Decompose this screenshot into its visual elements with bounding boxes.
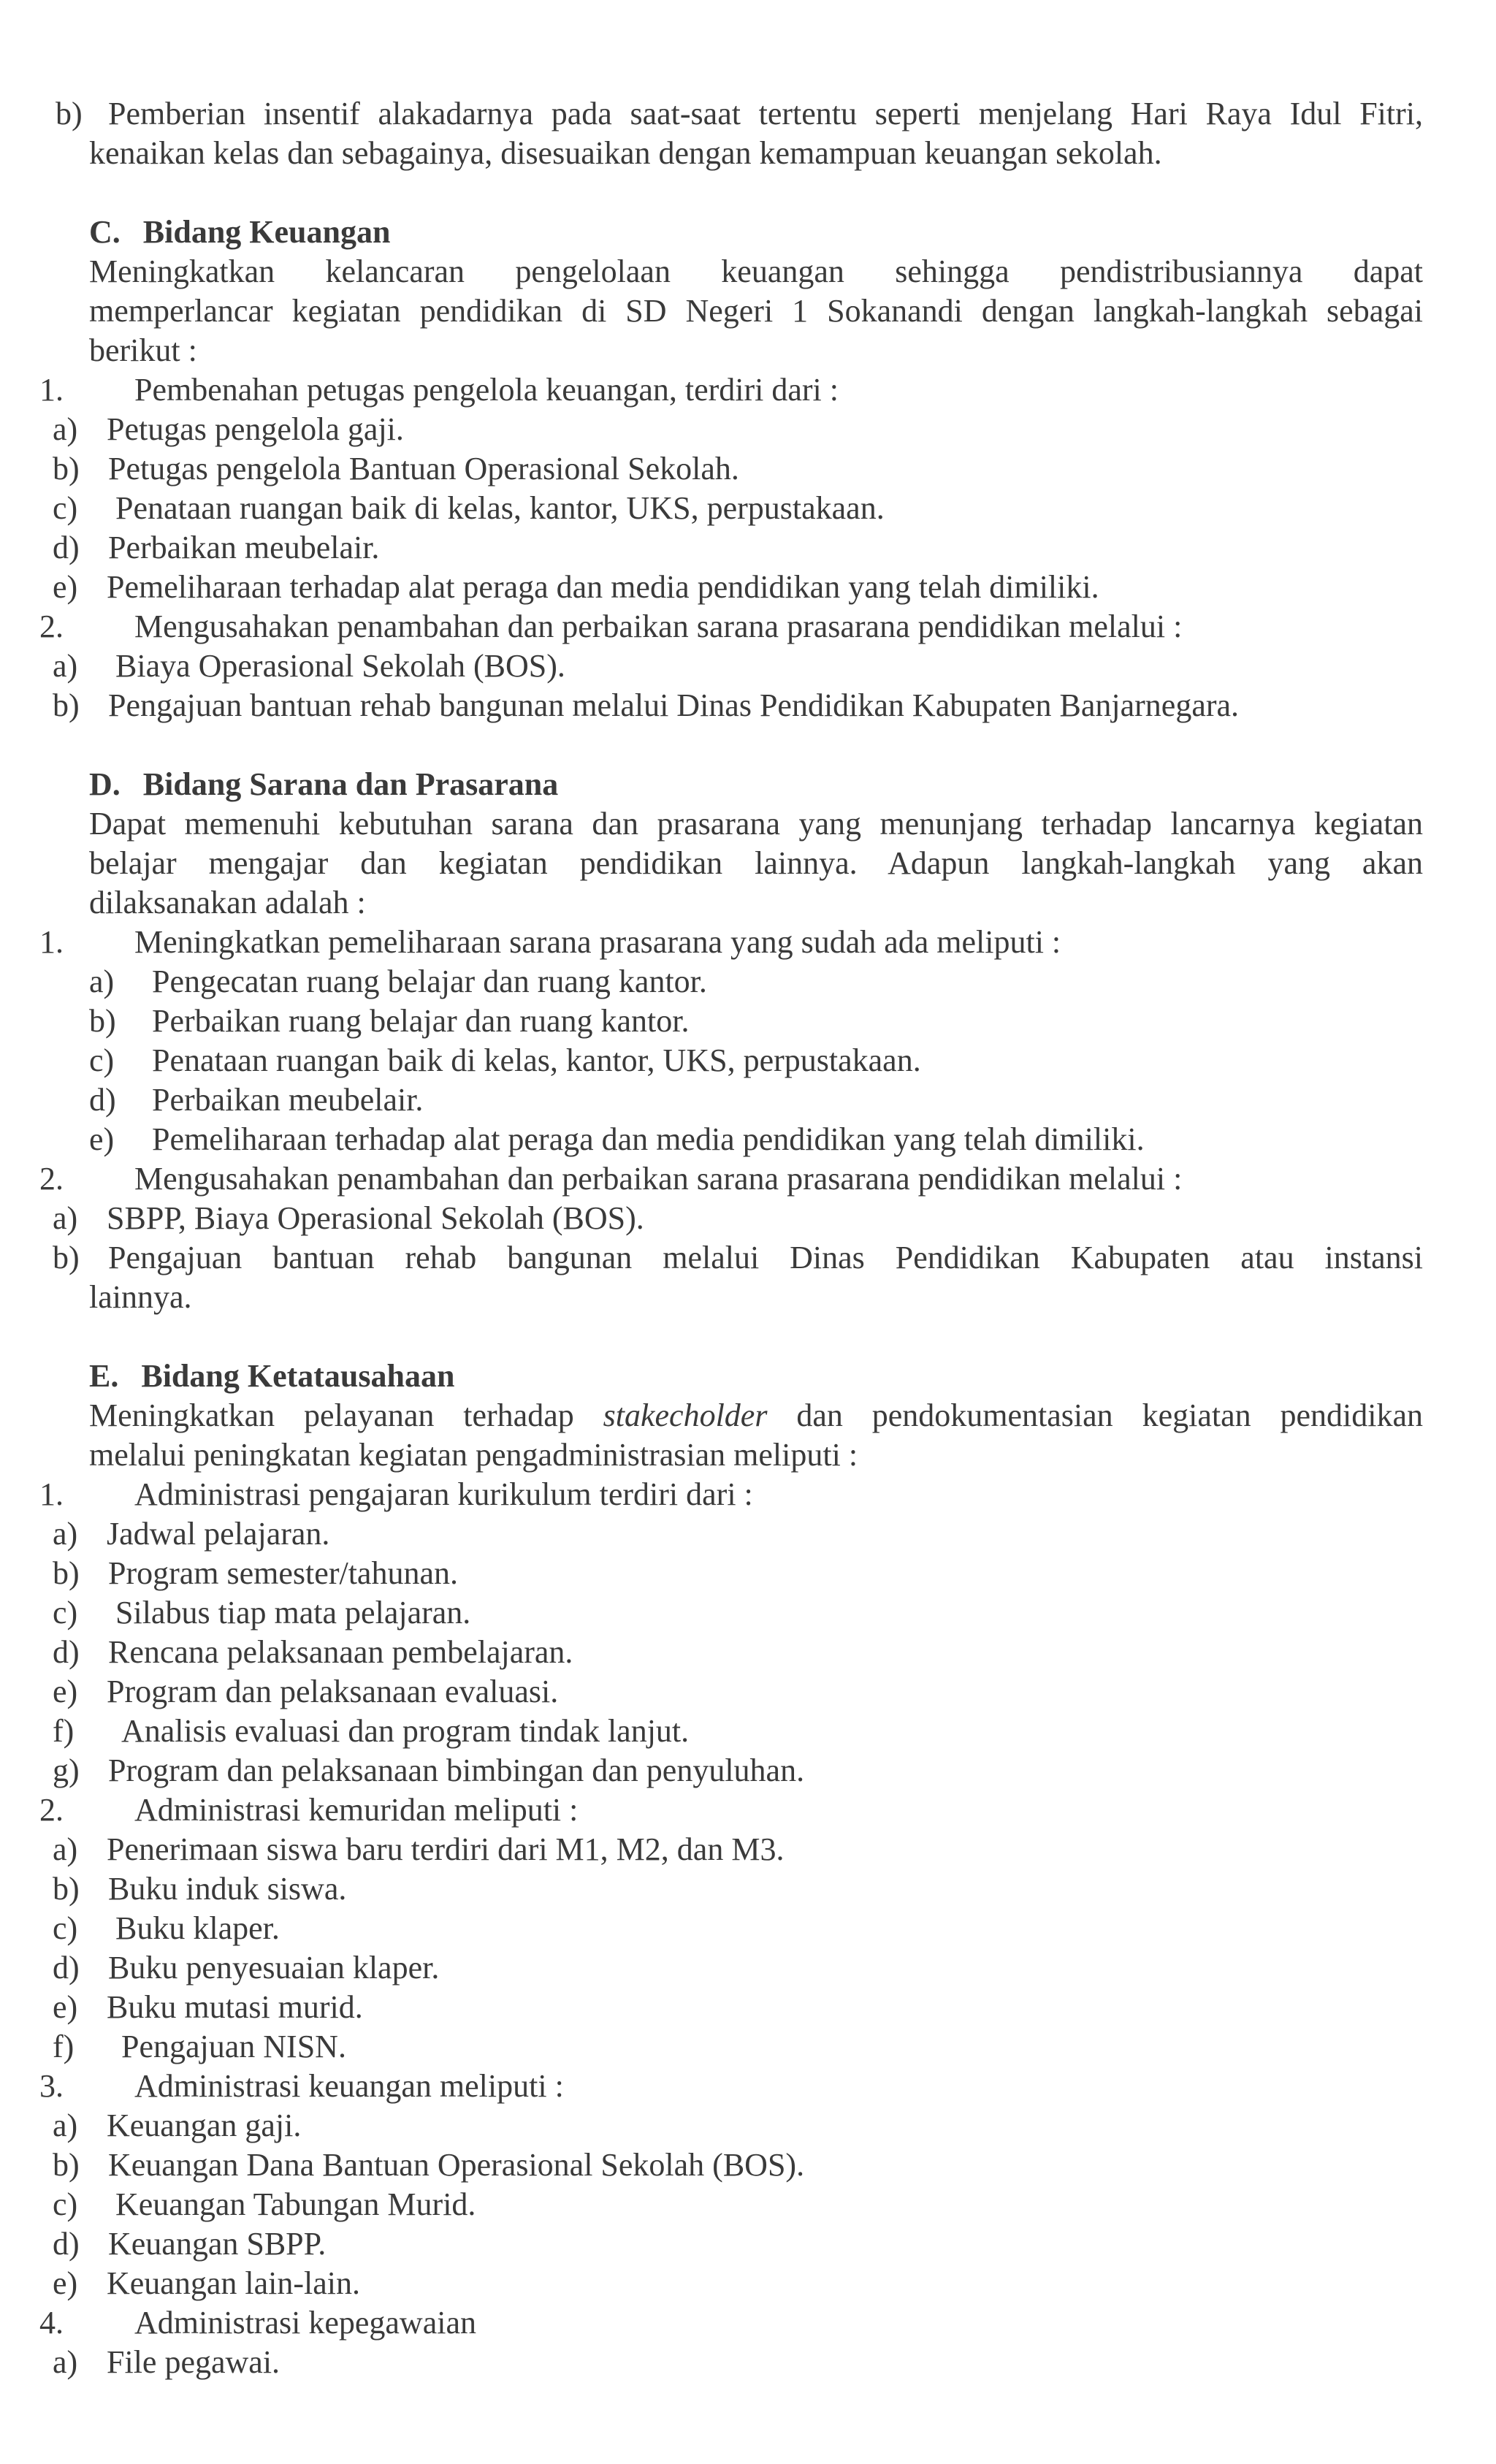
list-item-text: Pengajuan bantuan rehab bangunan melalui Dinas Pendidikan Kabupaten atau instansi [108, 1240, 1423, 1275]
emphasis-term: stakecholder [603, 1397, 768, 1433]
list-item: c) Silabus tiap mata pelajaran. [53, 1595, 471, 1630]
list-label: b) [56, 96, 83, 131]
paragraph-line: Dapat memenuhi kebutuhan sarana dan prasarana yang menunjang terhadap lancarnya kegiatan [89, 806, 1423, 842]
list-item: f) Analisis evaluasi dan program tindak lanjut. [53, 1713, 690, 1749]
list-item: e) Pemeliharaan terhadap alat peraga dan media pendidikan yang telah dimiliki. [89, 1121, 1145, 1157]
list-item: d) Buku penyesuaian klaper. [53, 1950, 440, 1986]
list-item: b) Keuangan Dana Bantuan Operasional Sekolah (BOS). [53, 2147, 805, 2183]
list-item: a) SBPP, Biaya Operasional Sekolah (BOS). [53, 1200, 644, 1236]
numbered-item: 2. Mengusahakan penambahan dan perbaikan sarana prasarana pendidikan melalui : [39, 1161, 1183, 1197]
section-title: Bidang Keuangan [142, 214, 391, 250]
paragraph-line: memperlancar kegiatan pendidikan di SD Negeri 1 Sokanandi dengan langkah-langkah sebagai [89, 293, 1423, 329]
numbered-item: 1. Meningkatkan pemeliharaan sarana prasarana yang sudah ada meliputi : [39, 924, 1061, 960]
section-title: Bidang Sarana dan Prasarana [142, 766, 559, 802]
list-item: d) Rencana pelaksanaan pembelajaran. [53, 1634, 573, 1670]
list-item-text: Pemberian insentif alakadarnya pada saat-saat tertentu seperti menjelang Hari Raya Idul Fitri, [108, 96, 1423, 131]
section-letter: E. [89, 1358, 119, 1394]
numbered-item: 2. Mengusahakan penambahan dan perbaikan sarana prasarana pendidikan melalui : [39, 609, 1183, 644]
list-item: d) Keuangan SBPP. [53, 2226, 327, 2262]
paragraph-line: Meningkatkan pelayanan terhadap stakecholder dan pendokumentasian kegiatan pendidikan [89, 1397, 1423, 1433]
section-heading [89, 213, 390, 253]
list-item: b) Perbaikan ruang belajar dan ruang kantor. [89, 1003, 690, 1039]
numbered-item: 1. Pembenahan petugas pengelola keuangan, terdiri dari : [39, 372, 839, 408]
list-item: a) Keuangan gaji. [53, 2108, 302, 2143]
section-heading [89, 1357, 454, 1397]
numbered-item: 1. Administrasi pengajaran kurikulum terdiri dari : [39, 1476, 753, 1512]
paragraph-line: dilaksanakan adalah : [89, 885, 366, 920]
list-item: e) Program dan pelaksanaan evaluasi. [53, 1674, 559, 1709]
list-item [56, 94, 83, 134]
list-item: b) Pengajuan bantuan rehab bangunan melalui Dinas Pendidikan Kabupaten Banjarnegara. [53, 687, 1240, 723]
list-item: b) Program semester/tahunan. [53, 1555, 458, 1591]
paragraph-line: belajar mengajar dan kegiatan pendidikan lainnya. Adapun langkah-langkah yang akan [89, 845, 1423, 881]
numbered-item: 4. Administrasi kepegawaian [39, 2305, 476, 2341]
list-item: g) Program dan pelaksanaan bimbingan dan penyuluhan. [53, 1752, 805, 1788]
list-item: a) Pengecatan ruang belajar dan ruang kantor. [89, 964, 707, 999]
list-item-text-continued: kenaikan kelas dan sebagainya, disesuaikan dengan kemampuan keuangan sekolah. [89, 135, 1162, 171]
section-title: Bidang Ketatausahaan [141, 1358, 455, 1394]
paragraph-line: berikut : [89, 332, 197, 368]
numbered-item: 2. Administrasi kemuridan meliputi : [39, 1792, 579, 1828]
list-item: a) Jadwal pelajaran. [53, 1516, 330, 1552]
list-item: e) Keuangan lain-lain. [53, 2265, 360, 2301]
paragraph-line: melalui peningkatan kegiatan pengadministrasian meliputi : [89, 1437, 858, 1473]
list-item: a) Penerimaan siswa baru terdiri dari M1, M2, dan M3. [53, 1831, 785, 1867]
list-item: c) Penataan ruangan baik di kelas, kantor, UKS, perpustakaan. [53, 490, 885, 526]
section-heading [89, 765, 558, 805]
numbered-item: 3. Administrasi keuangan meliputi : [39, 2068, 564, 2104]
list-item: d) Perbaikan meubelair. [53, 530, 380, 565]
list-item: a) File pegawai. [53, 2344, 280, 2380]
list-item: e) Buku mutasi murid. [53, 1989, 363, 2025]
list-item-text-continued: lainnya. [89, 1279, 192, 1315]
list-item: b) [53, 1240, 80, 1275]
list-item: a) Petugas pengelola gaji. [53, 411, 404, 447]
section-letter: C. [89, 214, 121, 250]
list-item: b) Buku induk siswa. [53, 1871, 347, 1907]
list-item: f) Pengajuan NISN. [53, 2029, 346, 2064]
list-item: a) Biaya Operasional Sekolah (BOS). [53, 648, 565, 684]
list-item: d) Perbaikan meubelair. [89, 1082, 424, 1118]
list-item: e) Pemeliharaan terhadap alat peraga dan media pendidikan yang telah dimiliki. [53, 569, 1099, 605]
list-item: c) Keuangan Tabungan Murid. [53, 2186, 476, 2222]
section-letter: D. [89, 766, 121, 802]
list-item: b) Petugas pengelola Bantuan Operasional Sekolah. [53, 451, 739, 487]
paragraph-line: Meningkatkan kelancaran pengelolaan keuangan sehingga pendistribusiannya dapat [89, 253, 1423, 289]
list-item: c) Buku klaper. [53, 1910, 280, 1946]
list-item: c) Penataan ruangan baik di kelas, kantor, UKS, perpustakaan. [89, 1042, 921, 1078]
